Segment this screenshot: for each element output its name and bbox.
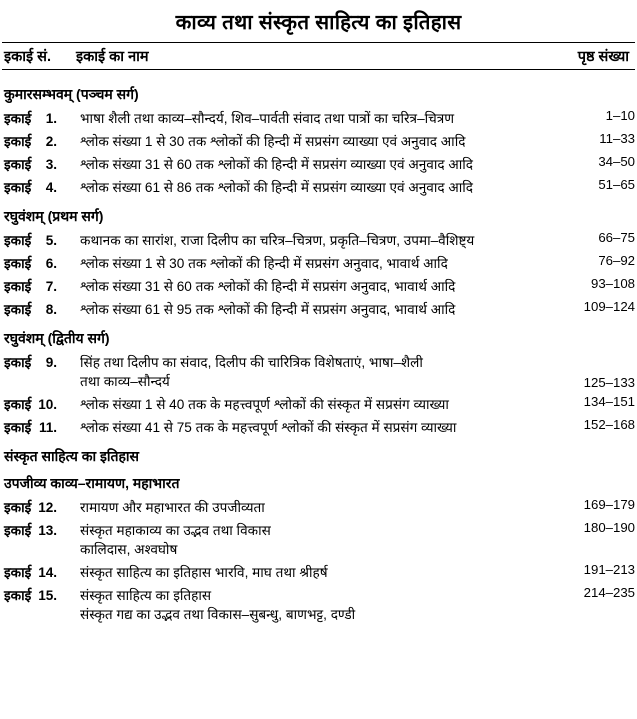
row-unit-number: 8. <box>45 302 58 317</box>
row-description-line2: संस्कृत गद्य का उद्भव तथा विकास–सुबन्धु, बाणभट्ट, दण्डी <box>80 607 356 622</box>
row-unit-number: 12. <box>38 500 58 515</box>
row-page-range: 76–92 <box>598 253 635 268</box>
table-row <box>0 152 637 175</box>
row-page-range: 109–124 <box>583 299 635 314</box>
table-row <box>0 251 637 274</box>
row-unit-label: इकाई <box>4 420 32 435</box>
row-unit-cell <box>4 154 80 173</box>
row-unit-label: इकाई <box>4 256 32 271</box>
row-unit-cell <box>4 299 80 318</box>
divider-bottom <box>2 69 635 70</box>
row-unit-number: 9. <box>45 355 58 370</box>
row-unit-cell <box>4 585 80 604</box>
row-page-range: 214–235 <box>583 585 635 600</box>
row-unit-cell <box>4 352 80 371</box>
row-description-line2: तथा काव्य–सौन्दर्य <box>80 374 170 389</box>
page-title: काव्य तथा संस्कृत साहित्य का इतिहास <box>175 11 462 34</box>
row-page-range: 51–65 <box>598 177 635 192</box>
row-unit-label: इकाई <box>4 111 32 126</box>
row-page-range: 125–133 <box>583 375 635 390</box>
row-page-range: 66–75 <box>598 230 635 245</box>
row-unit-cell <box>4 108 80 127</box>
row-unit-number: 3. <box>45 157 58 172</box>
row-description: श्लोक संख्या 61 से 95 तक श्लोकों की हिन्दी में सप्रसंग अनुवाद, भावार्थ आदि <box>80 302 456 317</box>
row-page-range: 152–168 <box>583 417 635 432</box>
row-unit-cell <box>4 276 80 295</box>
row-unit-number: 4. <box>45 180 58 195</box>
row-description-line2: कालिदास, अश्वघोष <box>80 542 178 557</box>
section-subheading: उपजीव्य काव्य–रामायण, महाभारत <box>4 475 180 491</box>
row-page-range: 34–50 <box>598 154 635 169</box>
section-heading: रघुवंशम् (द्वितीय सर्ग) <box>4 330 110 346</box>
table-row <box>0 583 637 625</box>
row-description-wrap <box>80 585 559 623</box>
row-description: संस्कृत साहित्य का इतिहास भारवि, माघ तथा श्रीहर्ष <box>80 565 328 580</box>
row-unit-label: इकाई <box>4 397 32 412</box>
row-page-range: 1–10 <box>605 108 635 123</box>
row-unit-label: इकाई <box>4 500 32 515</box>
row-unit-cell <box>4 253 80 272</box>
row-unit-number: 5. <box>45 233 58 248</box>
row-description: संस्कृत साहित्य का इतिहास <box>80 588 212 603</box>
row-unit-number: 6. <box>45 256 58 271</box>
section-heading: रघुवंशम् (प्रथम सर्ग) <box>4 208 104 224</box>
row-unit-label: इकाई <box>4 355 32 370</box>
table-row <box>0 274 637 297</box>
row-unit-label: इकाई <box>4 523 32 538</box>
column-header-row <box>0 43 637 69</box>
column-header-page-no: पृष्ठ संख्या <box>577 49 629 65</box>
row-unit-number: 10. <box>38 397 58 412</box>
row-unit-label: इकाई <box>4 279 32 294</box>
row-unit-label: इकाई <box>4 565 32 580</box>
row-unit-number: 13. <box>38 523 58 538</box>
row-unit-label: इकाई <box>4 157 32 172</box>
row-unit-number: 15. <box>38 588 58 603</box>
row-unit-cell <box>4 520 80 539</box>
row-page-range: 180–190 <box>583 520 635 535</box>
row-description-wrap <box>80 352 559 390</box>
row-unit-number: 2. <box>45 134 58 149</box>
row-description-wrap <box>80 520 559 558</box>
table-row <box>0 228 637 251</box>
row-unit-cell <box>4 131 80 150</box>
table-row <box>0 415 637 438</box>
row-description: संस्कृत महाकाव्य का उद्भव तथा विकास <box>80 523 271 538</box>
row-description: श्लोक संख्या 31 से 60 तक श्लोकों की हिन्दी में सप्रसंग अनुवाद, भावार्थ आदि <box>80 279 456 294</box>
table-row <box>0 560 637 583</box>
table-row <box>0 175 637 198</box>
table-row <box>0 518 637 560</box>
row-unit-cell <box>4 497 80 516</box>
row-unit-label: इकाई <box>4 180 32 195</box>
table-row <box>0 495 637 518</box>
row-unit-label: इकाई <box>4 588 32 603</box>
table-row <box>0 106 637 129</box>
row-description: सिंह तथा दिलीप का संवाद, दिलीप की चारित्रिक विशेषताएं, भाषा–शैली <box>80 355 423 370</box>
section-heading: कुमारसम्भवम् (पञ्चम सर्ग) <box>4 86 139 102</box>
section-heading: संस्कृत साहित्य का इतिहास <box>4 448 140 464</box>
row-unit-number: 1. <box>45 111 58 126</box>
row-description: भाषा शैली तथा काव्य–सौन्दर्य, शिव–पार्वती संवाद तथा पात्रों का चरित्र–चित्रण <box>80 111 455 126</box>
row-page-range: 93–108 <box>590 276 635 291</box>
column-header-unit-no: इकाई सं. <box>4 49 51 65</box>
table-row <box>0 129 637 152</box>
row-description: श्लोक संख्या 41 से 75 तक के महत्त्वपूर्ण श्लोकों की संस्कृत में सप्रसंग व्याख्या <box>80 420 457 435</box>
row-unit-number: 11. <box>38 420 58 435</box>
row-unit-label: इकाई <box>4 302 32 317</box>
row-description: कथानक का सारांश, राजा दिलीप का चरित्र–चित्रण, प्रकृति–चित्रण, उपमा–वैशिष्ट्य <box>80 233 475 248</box>
row-description: रामायण और महाभारत की उपजीव्यता <box>80 500 265 515</box>
row-unit-number: 7. <box>45 279 58 294</box>
row-description: श्लोक संख्या 1 से 40 तक के महत्त्वपूर्ण श्लोकों की संस्कृत में सप्रसंग व्याख्या <box>80 397 449 412</box>
row-description: श्लोक संख्या 61 से 86 तक श्लोकों की हिन्दी में सप्रसंग व्याख्या एवं अनुवाद आदि <box>80 180 473 195</box>
row-unit-cell <box>4 177 80 196</box>
table-row <box>0 350 637 392</box>
row-unit-label: इकाई <box>4 233 32 248</box>
row-unit-number: 14. <box>38 565 58 580</box>
row-unit-cell <box>4 394 80 413</box>
row-page-range: 11–33 <box>599 131 635 146</box>
row-description: श्लोक संख्या 1 से 30 तक श्लोकों की हिन्दी में सप्रसंग व्याख्या एवं अनुवाद आदि <box>80 134 466 149</box>
table-row <box>0 392 637 415</box>
table-row <box>0 297 637 320</box>
row-unit-cell <box>4 230 80 249</box>
row-page-range: 191–213 <box>583 562 635 577</box>
row-description: श्लोक संख्या 31 से 60 तक श्लोकों की हिन्दी में सप्रसंग व्याख्या एवं अनुवाद आदि <box>80 157 473 172</box>
row-unit-cell <box>4 417 80 436</box>
row-description: श्लोक संख्या 1 से 30 तक श्लोकों की हिन्दी में सप्रसंग अनुवाद, भावार्थ आदि <box>80 256 448 271</box>
row-unit-label: इकाई <box>4 134 32 149</box>
row-unit-cell <box>4 562 80 581</box>
row-page-range: 134–151 <box>583 394 635 409</box>
row-page-range: 169–179 <box>583 497 635 512</box>
column-header-unit-name: इकाई का नाम <box>76 49 149 65</box>
